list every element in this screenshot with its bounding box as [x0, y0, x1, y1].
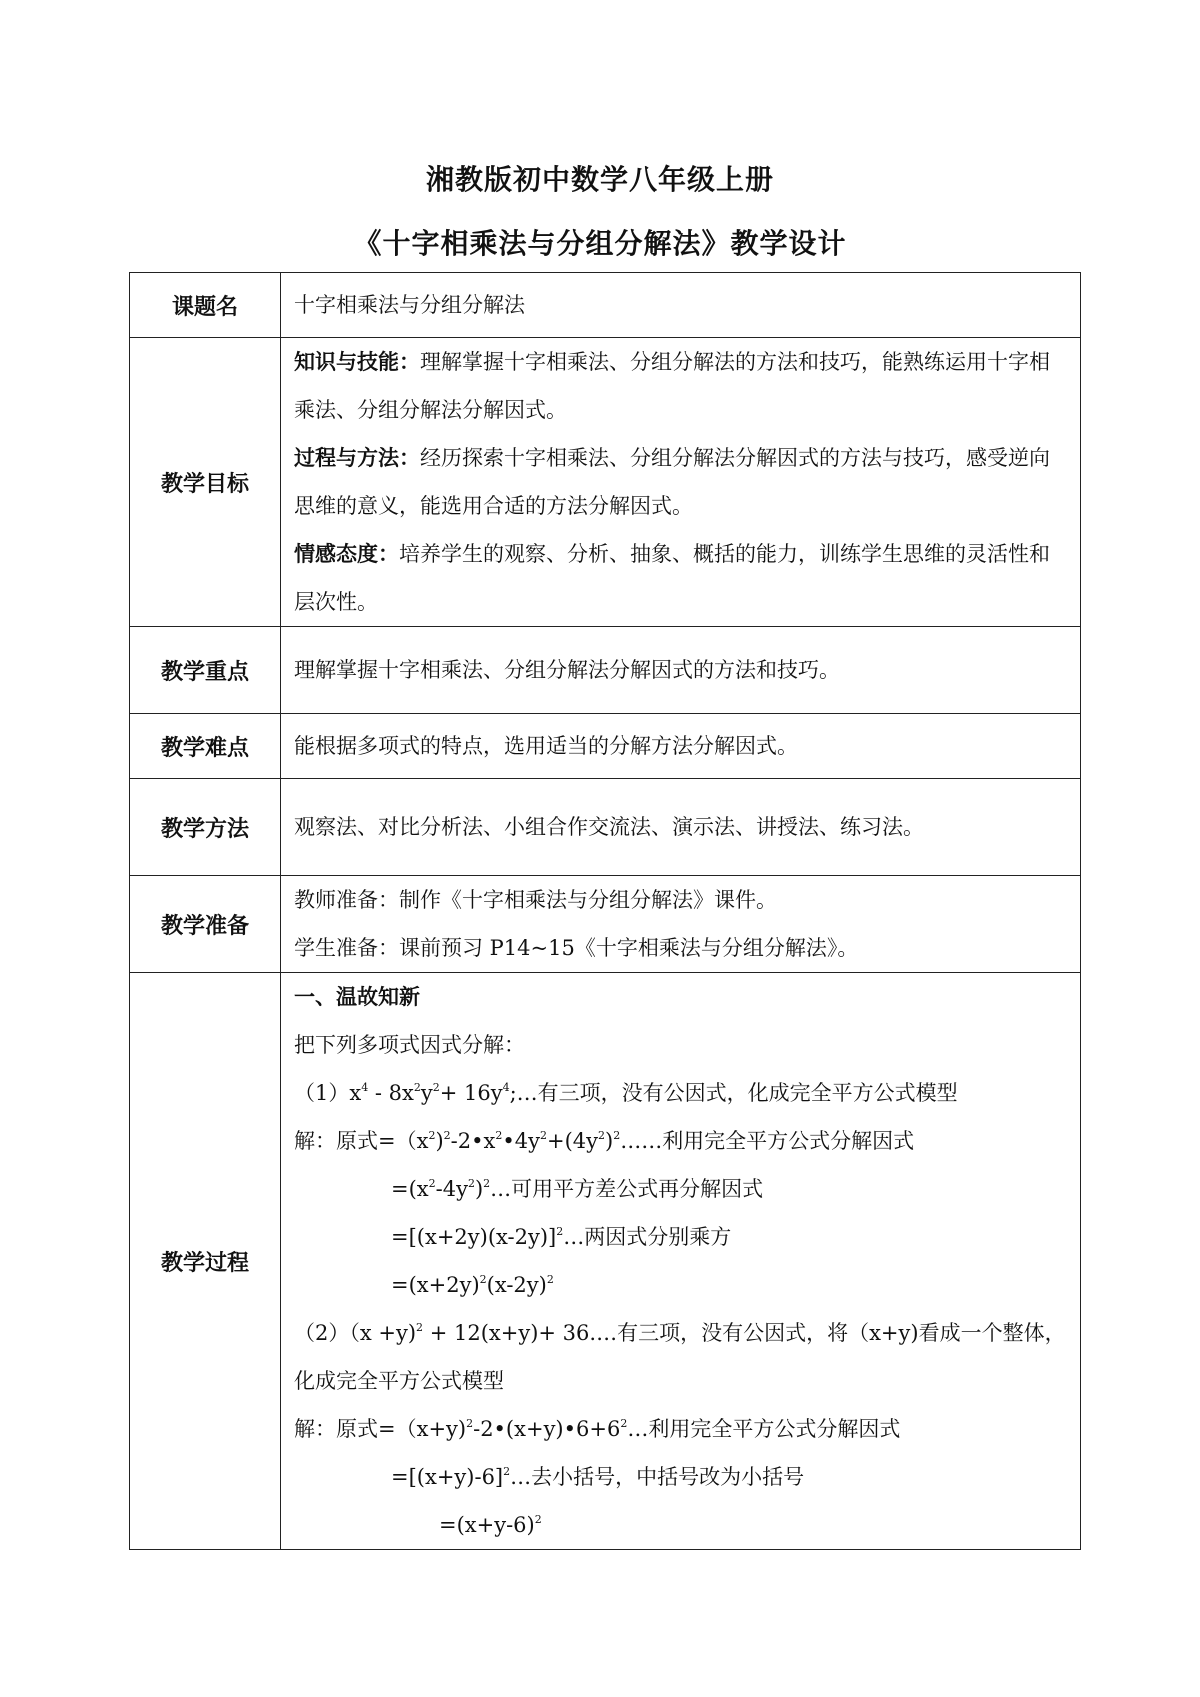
row-preparation: [130, 876, 1081, 973]
ex1-step1: 解：原式$=(x^2)^2-2•x^2•4y^2+(4y^2)^2\dots\dots$利用完全平方公式分解因式: [294, 1129, 915, 1153]
key-points-text: 理解掌握十字相乘法、分组分解法分解因式的方法和技巧。: [294, 658, 840, 682]
ex2-problem: （2）（x +y)$^2$ + 12(x+y)+ 36.…有三项，没有公因式，将（x+y)看成一个整体，化成完全平方公式模型: [294, 1321, 1066, 1393]
ex1-step4: $=(x+2y)^2(x-2y)^2$: [391, 1273, 554, 1297]
ex2-step1: 解：原式$=(x+y)^2-2•(x+y)•6+6^2\dots$利用完全平方公式分解因式: [294, 1417, 901, 1441]
label-key-points: 教学重点: [130, 627, 281, 714]
ex1-step3: $=[(x+2y)(x-2y)]^2\dots$两因式分别乘方: [391, 1225, 732, 1249]
content-preparation: [281, 876, 1081, 973]
row-methods: [130, 779, 1081, 876]
process-intro: 把下列多项式因式分解：: [294, 1033, 525, 1057]
content-methods: [281, 779, 1081, 876]
document-title-line2: 《十字相乘法与分组分解法》教学设计: [353, 227, 847, 260]
objective-emotion: 情感态度：培养学生的观察、分析、抽象、概括的能力，训练学生思维的灵活性和层次性。: [294, 542, 1050, 614]
objective-knowledge: 知识与技能：理解掌握十字相乘法、分组分解法的方法和技巧，能熟练运用十字相乘法、分组分解法分解因式。: [294, 350, 1050, 422]
label-topic: 课题名: [130, 273, 281, 338]
ex1-problem: $(1)x^4 - 8x^2y^2+$ $16y^4;\dots$有三项，没有公因式，化成完全平方公式模型: [294, 1081, 958, 1105]
content-objectives: [281, 338, 1081, 627]
label-objectives: 教学目标: [130, 338, 281, 627]
preparation-student: 学生准备：课前预习 P14~15《十字相乘法与分组分解法》。: [294, 936, 859, 960]
label-methods: 教学方法: [130, 779, 281, 876]
ex1-step2: $=(x^2-4y^2)^2\dots$可用平方差公式再分解因式: [391, 1177, 764, 1201]
row-objectives: [130, 338, 1081, 627]
ex2-step3: $=(x+y-6)^2$: [439, 1513, 542, 1537]
content-difficulties: [281, 714, 1081, 779]
row-difficulties: [130, 714, 1081, 779]
row-key-points: [130, 627, 1081, 714]
row-process: [130, 973, 1081, 1550]
content-process: [281, 973, 1081, 1550]
topic-text: 十字相乘法与分组分解法: [294, 293, 525, 317]
ex2-step2: $=[(x+y)-6]^2\dots$去小括号，中括号改为小括号: [391, 1465, 805, 1489]
methods-text: 观察法、对比分析法、小组合作交流法、演示法、讲授法、练习法。: [294, 815, 924, 839]
label-process: 教学过程: [130, 973, 281, 1550]
label-preparation: 教学准备: [130, 876, 281, 973]
objective-process: 过程与方法：经历探索十字相乘法、分组分解法分解因式的方法与技巧，感受逆向思维的意义，能选用合适的方法分解因式。: [294, 446, 1050, 518]
document-title-line1: 湘教版初中数学八年级上册: [425, 163, 774, 196]
row-topic: [130, 273, 1081, 338]
preparation-teacher: 教师准备：制作《十字相乘法与分组分解法》课件。: [294, 888, 777, 912]
lesson-plan-table: [129, 272, 1081, 1550]
label-difficulties: 教学难点: [130, 714, 281, 779]
process-section-title: 一、温故知新: [294, 985, 420, 1009]
difficulties-text: 能根据多项式的特点，选用适当的分解方法分解因式。: [294, 734, 798, 758]
content-key-points: [281, 627, 1081, 714]
content-topic: [281, 273, 1081, 338]
